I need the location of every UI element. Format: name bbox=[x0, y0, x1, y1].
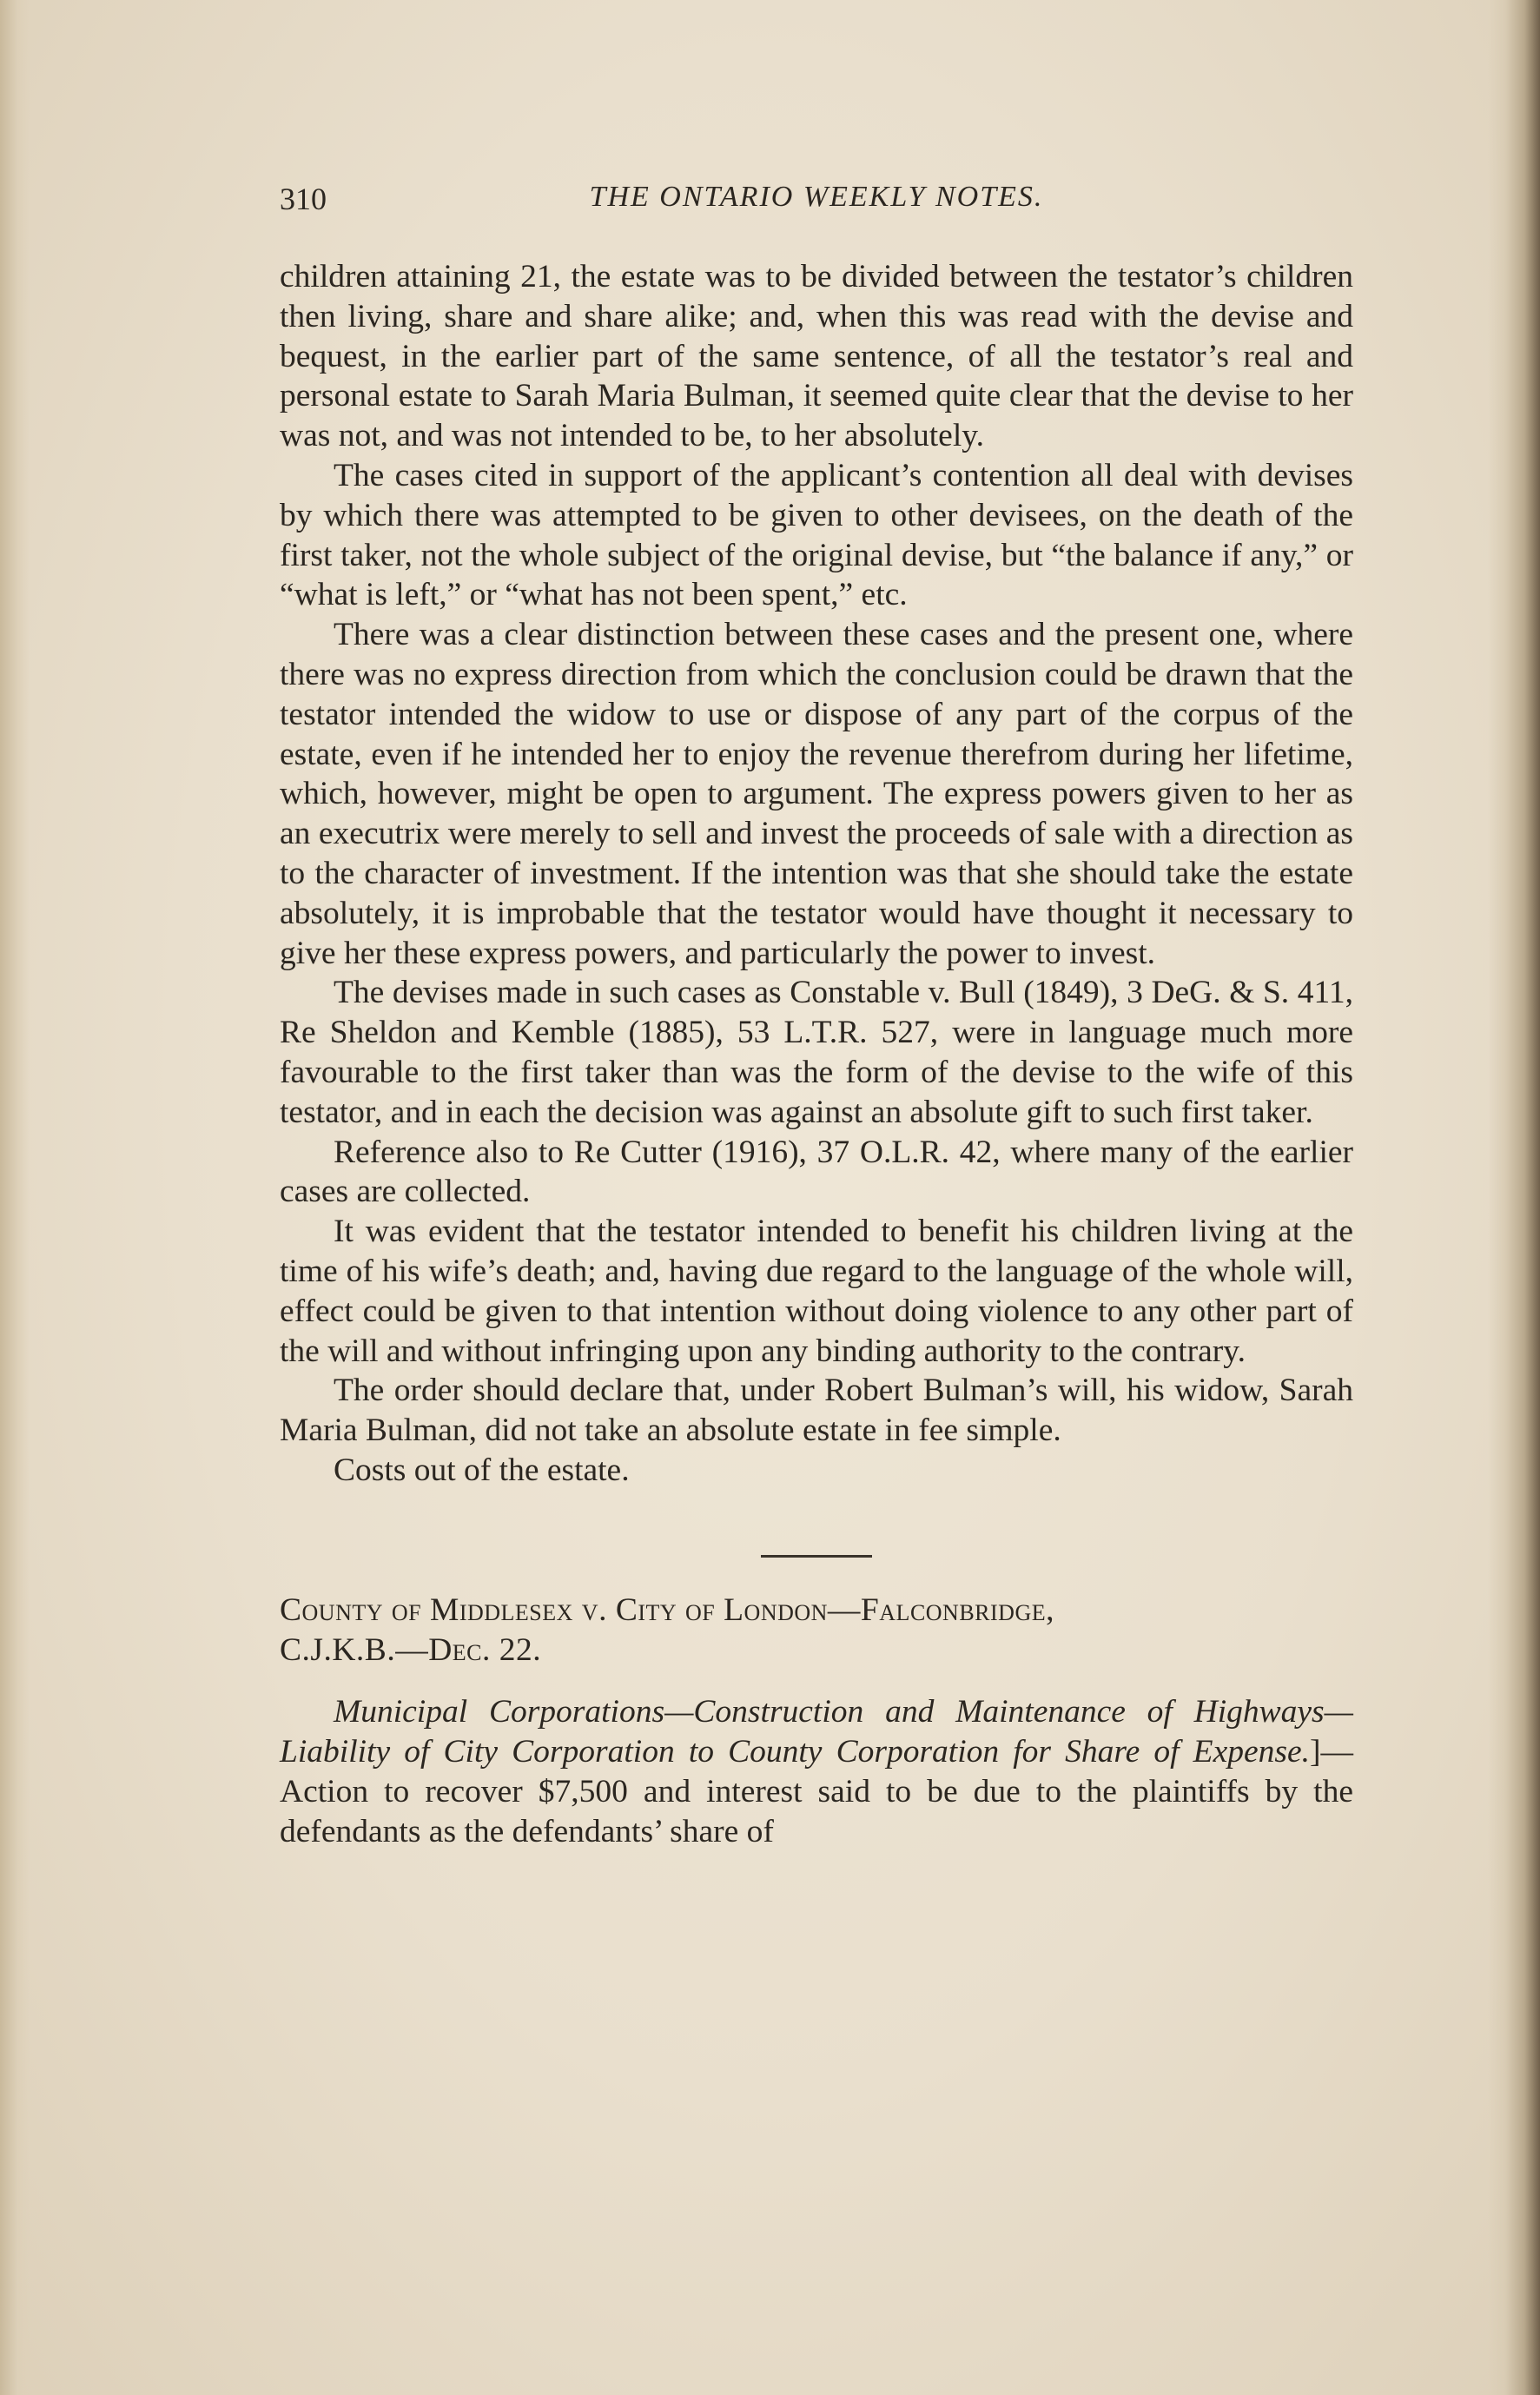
page-left-edge bbox=[0, 0, 30, 2395]
page-body bbox=[280, 257, 1353, 1851]
paragraph-3: There was a clear distinction between these cases and the present one, where there was no express direction from which the conclusion could be drawn that the testator intended the widow to use or dispose of any part of the corpus of the estate, even if he intended her to enjoy the revenue therefrom during her lifetime, which, however, might be open to argument. The express powers given to her as an executrix were merely to sell and invest the proceeds of sale with a direction as to the character of investment. If the intention was that she should take the estate absolutely, it is improbable that the testator would have thought it necessary to give her these express powers, and particularly the power to invest. bbox=[280, 617, 1353, 971]
section-divider bbox=[761, 1555, 872, 1558]
paragraph-6: It was evident that the testator intended to benefit his children living at the time of his wife’s death; and, having due regard to the language of the whole will, effect could be given to that intention without doing violence to any other part of the will and without infringing upon any binding authority to the contrary. bbox=[280, 1214, 1353, 1369]
case-title-line-1: County of Middlesex v. City of London—Falconbridge, bbox=[280, 1591, 1054, 1628]
case-text: ]—Action to recover $7,500 and interest said to be due to the plaintiffs by the defendants as the defendants’ share of bbox=[280, 1734, 1353, 1849]
running-head: THE ONTARIO WEEKLY NOTES. bbox=[589, 181, 1044, 213]
case-title-line-2: C.J.K.B.—Dec. 22. bbox=[280, 1631, 542, 1668]
paragraph-5: Reference also to Re Cutter (1916), 37 O.L.R. 42, where many of the earlier cases are collected. bbox=[280, 1134, 1353, 1210]
page-header bbox=[280, 181, 1353, 224]
paragraph-2: The cases cited in support of the applicant’s contention all deal with devises by which there was attempted to be given to other devisees, on the death of the first taker, not the whole subject of the original devise, but “the balance if any,” or “what is left,” or “what has not been spent,” etc. bbox=[280, 457, 1353, 613]
paragraph-4: The devises made in such cases as Constable v. Bull (1849), 3 DeG. & S. 411, Re Sheldon and Kemble (1885), 53 L.T.R. 527, were in language much more favourable to the first taker than was the form of the devise to the wife of this testator, and in each the decision was against an absolute gift to such first taker. bbox=[280, 975, 1353, 1130]
case-headnote: Municipal Corporations—Construction and Maintenance of Highways—Liability of City Corporation to County Corporation for Share of Expense. bbox=[280, 1694, 1353, 1770]
paragraph-7: The order should declare that, under Robert Bulman’s will, his widow, Sarah Maria Bulman, did not take an absolute estate in fee simple. bbox=[280, 1373, 1353, 1449]
paragraph-1: children attaining 21, the estate was to be divided between the testator’s children then living, share and share alike; and, when this was read with the devise and bequest, in the earlier part of the same sentence, of all the testator’s real and personal estate to Sarah Maria Bulman, it seemed quite clear that the devise to her was not, and was not intended to be, to her absolutely. bbox=[280, 259, 1353, 454]
paragraph-8: Costs out of the estate. bbox=[334, 1452, 630, 1488]
case-headnote-paragraph bbox=[280, 1692, 1353, 1851]
page-right-edge bbox=[1488, 0, 1540, 2395]
page-number: 310 bbox=[280, 182, 327, 216]
case-spacer bbox=[280, 1670, 1353, 1692]
